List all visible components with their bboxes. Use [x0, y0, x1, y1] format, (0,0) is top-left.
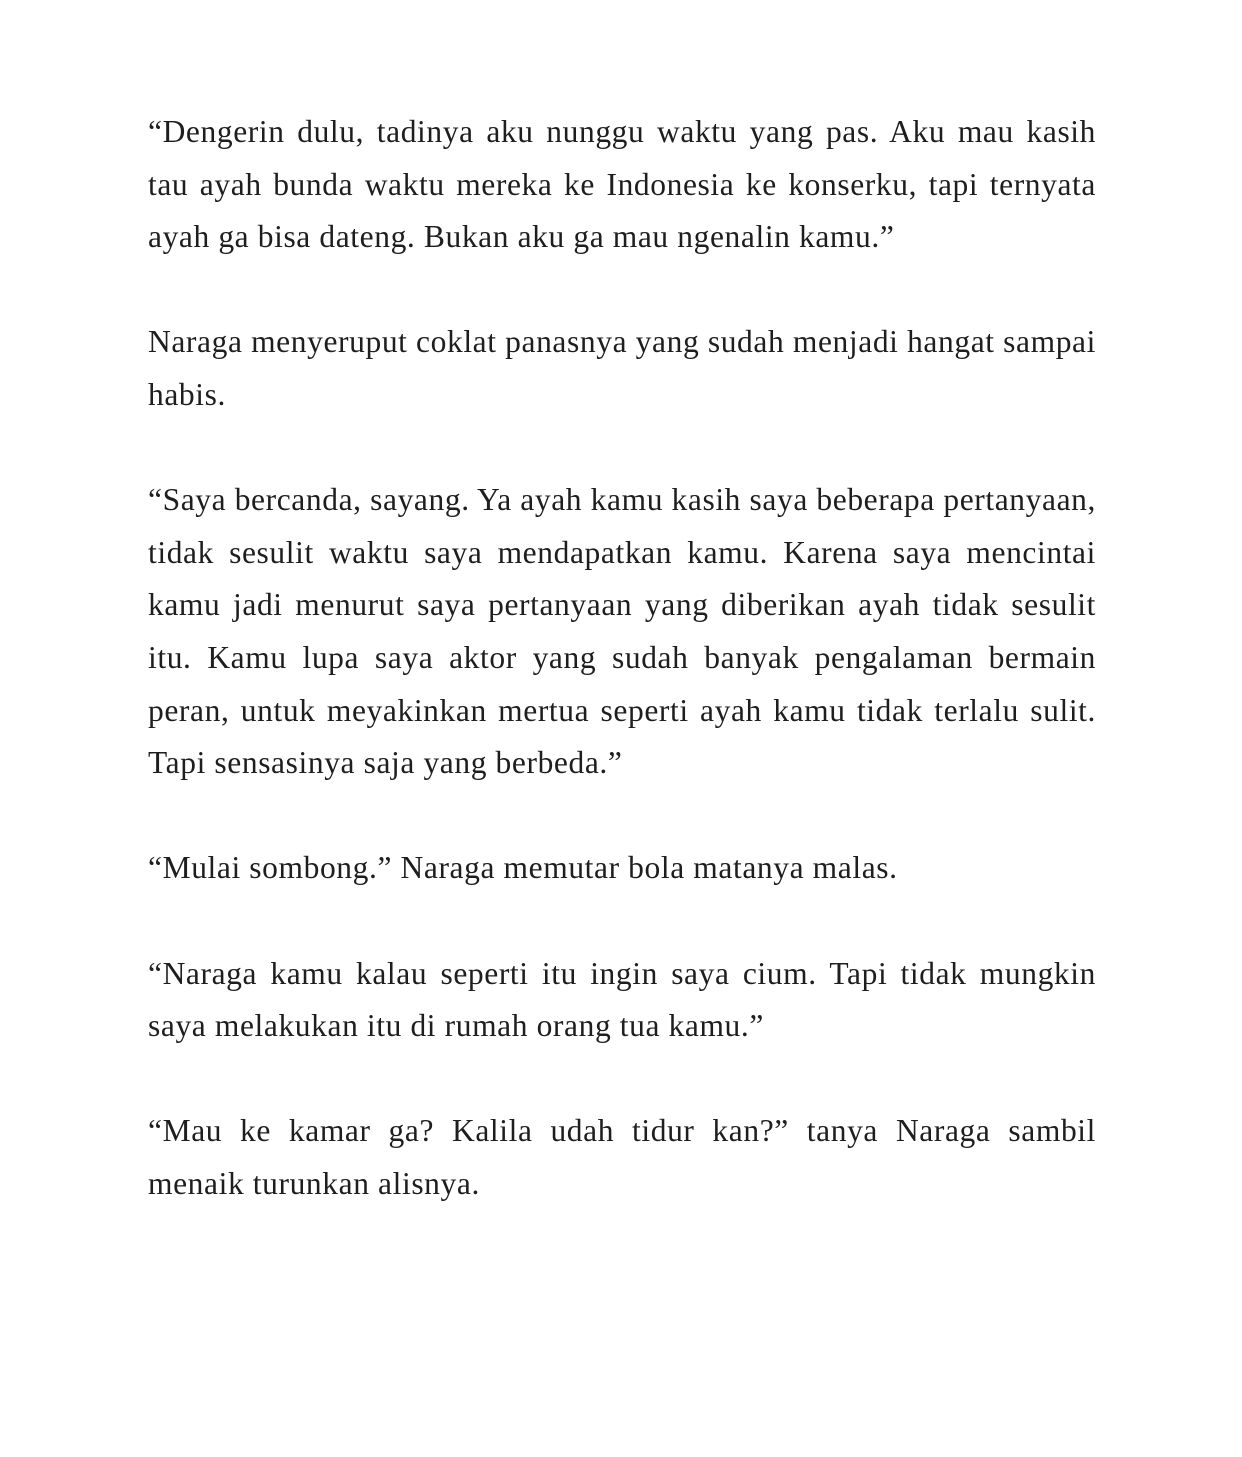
paragraph-narration-hot-chocolate: Naraga menyeruput coklat panasnya yang sudah menjadi hangat sampai habis. — [148, 324, 1096, 412]
paragraph-mulai-sombong: “Mulai sombong.” Naraga memutar bola matanya malas. — [148, 850, 898, 886]
story-text — [148, 106, 1096, 1210]
paragraph-explanation: “Dengerin dulu, tadinya aku nunggu waktu yang pas. Aku mau kasih tau ayah bunda waktu mereka ke Indonesia ke konserku, tapi ternyata ayah ga bisa dateng. Bukan aku ga mau ngenalin kamu.” — [148, 114, 1096, 255]
paragraph-closing-question: “Mau ke kamar ga? Kalila udah tidur kan?” tanya Naraga sambil menaik turunkan alisnya. — [148, 1113, 1096, 1201]
paragraph-joking-reply: “Saya bercanda, sayang. Ya ayah kamu kasih saya beberapa pertanyaan, tidak sesulit waktu saya mendapatkan kamu. Karena saya mencintai kamu jadi menurut saya pertanyaan yang diberikan ayah tidak sesulit itu. Kamu lupa saya aktor yang sudah banyak pengalaman bermain peran, untuk meyakinkan mertua seperti ayah kamu tidak terlalu sulit. Tapi sensasinya saja yang berbeda.” — [148, 482, 1096, 781]
paragraph-kiss-remark: “Naraga kamu kalau seperti itu ingin saya cium. Tapi tidak mungkin saya melakukan itu di rumah orang tua kamu.” — [148, 955, 1096, 1044]
